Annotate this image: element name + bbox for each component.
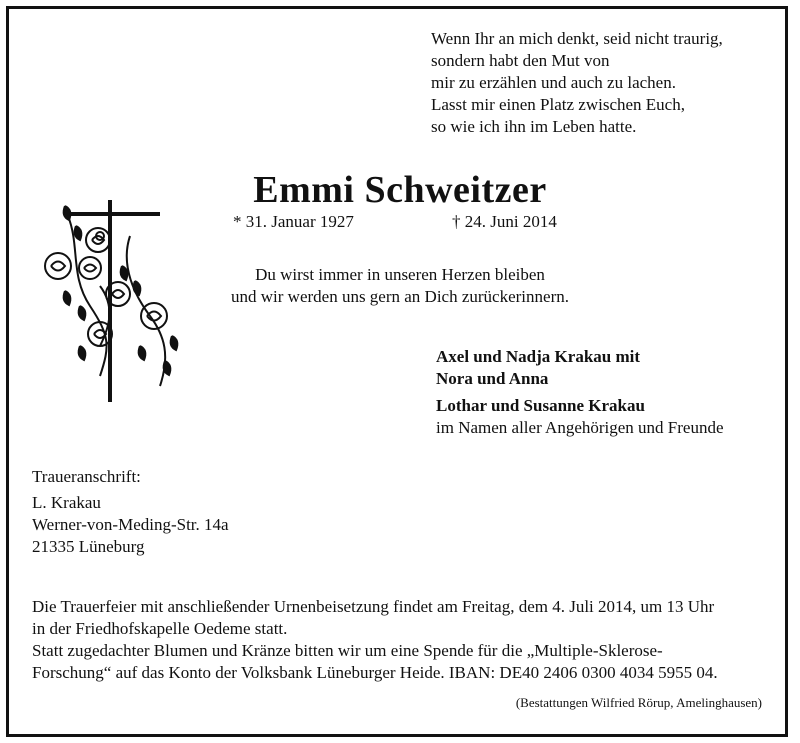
address-city: 21335 Lüneburg <box>32 537 145 556</box>
funeral-home-credit: (Bestattungen Wilfried Rörup, Amelinghausen) <box>515 695 762 710</box>
family-line: Nora und Anna <box>436 369 549 388</box>
poem-line: so wie ich ihn im Leben hatte. <box>431 117 637 136</box>
poem <box>431 28 723 138</box>
cross-with-roses-icon <box>40 196 190 408</box>
mourning-address <box>32 466 229 558</box>
address-heading: Traueranschrift: <box>32 467 141 486</box>
funeral-notice <box>32 596 782 684</box>
birth-date: * 31. Januar 1927 <box>233 212 354 231</box>
quote-line: und wir werden uns gern an Dich zurückerinnern. <box>231 287 569 306</box>
poem-line: mir zu erzählen und auch zu lachen. <box>431 73 676 92</box>
address-street: Werner-von-Meding-Str. 14a <box>32 515 229 534</box>
memorial-quote <box>180 264 620 308</box>
notice-line: Forschung“ auf das Konto der Volksbank Lüneburger Heide. IBAN: DE40 2406 0300 4034 5955 04. <box>32 663 718 682</box>
family-line: Lothar und Susanne Krakau <box>436 396 645 415</box>
notice-line: Statt zugedachter Blumen und Kränze bitten wir um eine Spende für die „Multiple-Sklerose- <box>32 641 663 660</box>
quote-line: Du wirst immer in unseren Herzen bleiben <box>255 265 545 284</box>
notice-line: Die Trauerfeier mit anschließender Urnenbeisetzung findet am Freitag, dem 4. Juli 2014, um 13 Uhr <box>32 597 715 616</box>
family-line: Axel und Nadja Krakau mit <box>436 347 641 366</box>
poem-line: sondern habt den Mut von <box>431 51 610 70</box>
poem-line: Wenn Ihr an mich denkt, seid nicht traurig, <box>431 29 723 48</box>
family-line: im Namen aller Angehörigen und Freunde <box>436 418 724 437</box>
family-signatures <box>436 346 724 439</box>
address-name: L. Krakau <box>32 493 101 512</box>
death-date: † 24. Juni 2014 <box>452 212 557 231</box>
notice-line: in der Friedhofskapelle Oedeme statt. <box>32 619 288 638</box>
deceased-name: Emmi Schweitzer <box>253 169 547 211</box>
poem-line: Lasst mir einen Platz zwischen Euch, <box>431 95 685 114</box>
